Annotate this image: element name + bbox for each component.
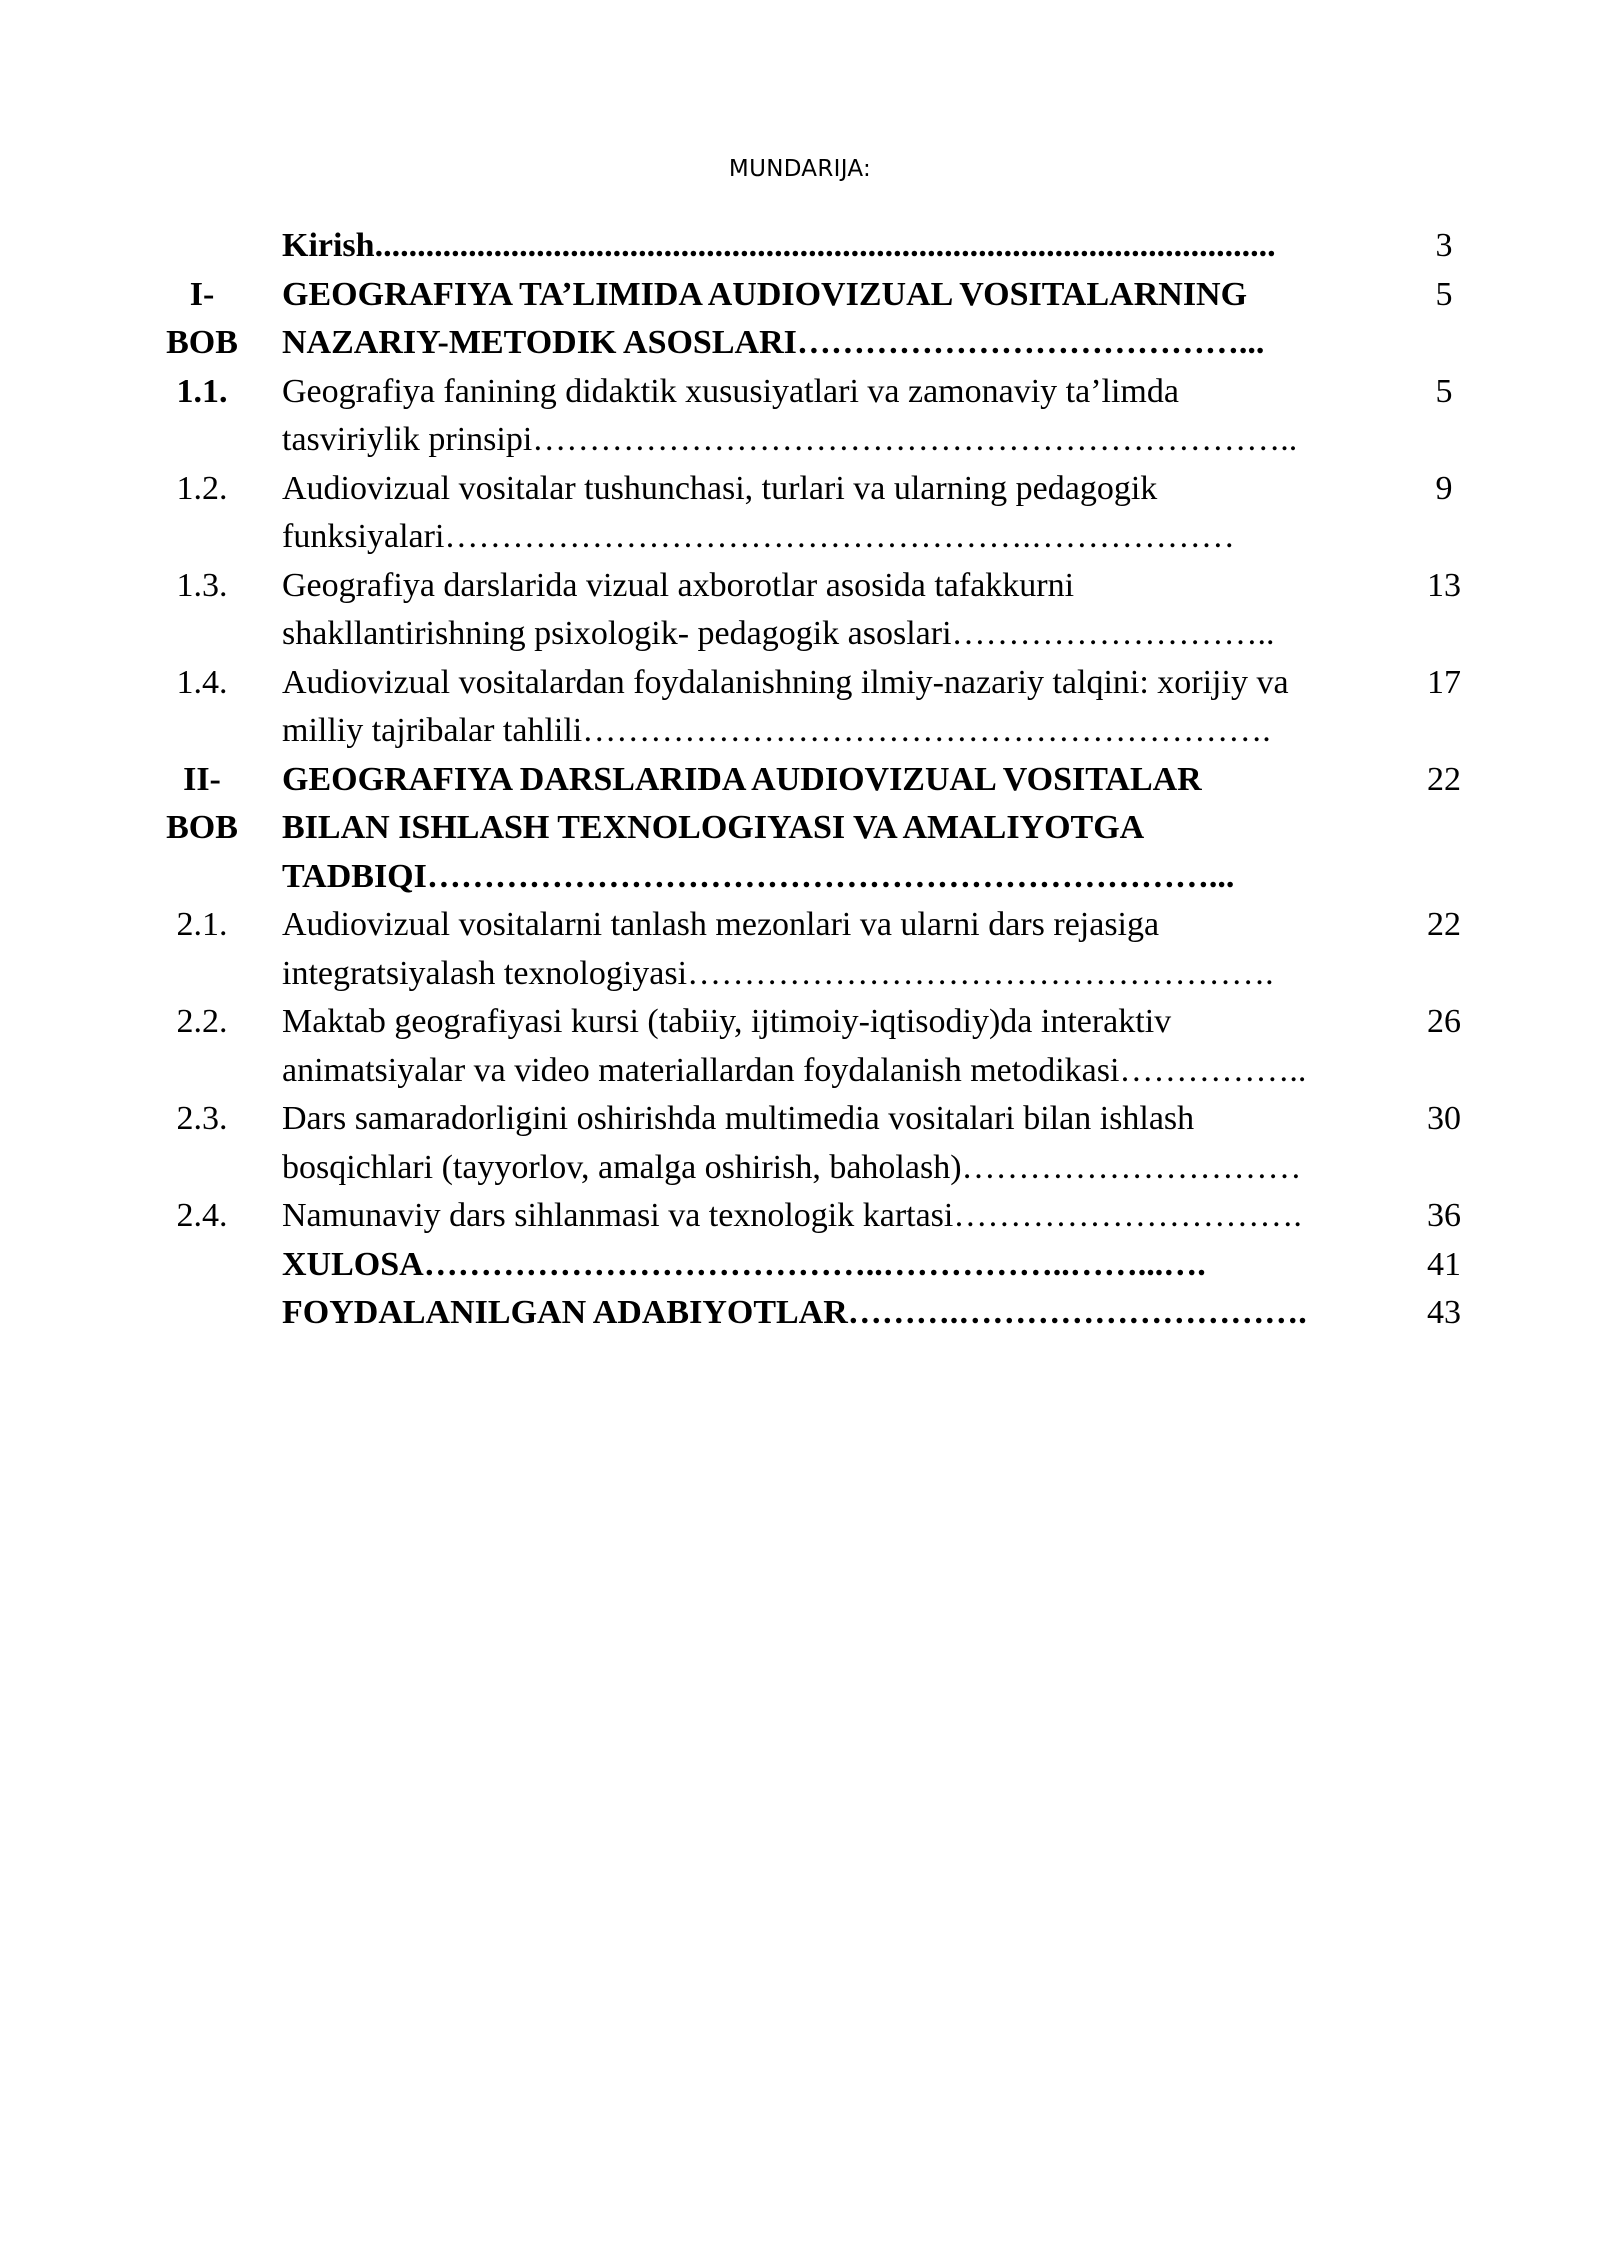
toc-entry-page: 13 xyxy=(1427,566,1461,604)
toc-entry-number: 1.2. xyxy=(176,469,228,507)
toc-title: MUNDARIJA: xyxy=(728,156,872,182)
toc-entry-conclusion xyxy=(150,1241,1500,1290)
toc-entry-1-4 xyxy=(150,659,1500,756)
toc-entry-page: 5 xyxy=(1435,275,1453,313)
toc-entry-number: 1.1. xyxy=(176,372,228,410)
toc-entry-title: Audiovizual vositalardan foydalanishning ilmiy-nazariy talqini: xorijiy va milliy tajribalar tahlili……………………………………………………. xyxy=(282,663,1289,749)
toc-entry-2-3 xyxy=(150,1095,1500,1192)
table-of-contents xyxy=(150,222,1500,1338)
toc-entry-2-2 xyxy=(150,998,1500,1095)
toc-entry-page: 5 xyxy=(1435,372,1453,410)
toc-entry-chapter-1 xyxy=(150,271,1500,368)
toc-entry-title: Kirish.......................................................................................................... xyxy=(282,227,1276,264)
toc-entry-title: XULOSA…………………………………..……………..……...…. xyxy=(282,1245,1206,1283)
toc-entry-title: Geografiya fanining didaktik xususiyatlari va zamonaviy ta’limda tasviriylik prinsipi………………………………………………………….. xyxy=(282,372,1298,458)
toc-entry-1-1 xyxy=(150,368,1500,465)
toc-entry-title: Audiovizual vositalar tushunchasi, turlari va ularning pedagogik funksiyalari…………………………………………….……………… xyxy=(282,469,1235,555)
toc-entry-title: Maktab geografiyasi kursi (tabiiy, ijtimoiy-iqtisodiy)da interaktiv animatsiyalar va video materiallardan foydalanish metodikasi…………….. xyxy=(282,1003,1307,1089)
toc-entry-1-2 xyxy=(150,465,1500,562)
toc-entry-page: 43 xyxy=(1427,1294,1461,1331)
toc-entry-title: Dars samaradorligini oshirishda multimedia vositalari bilan ishlash bosqichlari (tayyorlov, amalga oshirish, baholash)………………………… xyxy=(282,1100,1302,1186)
toc-entry-page: 41 xyxy=(1427,1245,1461,1283)
toc-entry-references xyxy=(150,1289,1500,1338)
toc-entry-title: Geografiya darslarida vizual axborotlar asosida tafakkurni shakllantirishning psixologik- pedagogik asoslari……………………….. xyxy=(282,566,1275,652)
toc-entry-1-3 xyxy=(150,562,1500,659)
toc-entry-number: 1.4. xyxy=(176,663,228,701)
toc-entry-2-4 xyxy=(150,1192,1500,1241)
toc-entry-intro xyxy=(150,222,1500,271)
toc-entry-2-1 xyxy=(150,901,1500,998)
toc-entry-number: I- BOB xyxy=(166,275,238,361)
toc-entry-title: GEOGRAFIYA DARSLARIDA AUDIOVIZUAL VOSITALAR BILAN ISHLASH TEXNOLOGIYASI VA AMALIYOTGA TADBIQI……………………………………………………………... xyxy=(282,760,1235,895)
toc-entry-page: 36 xyxy=(1427,1197,1461,1234)
toc-entry-title: FOYDALANILGAN ADABIYOTLAR……….…………………………. xyxy=(282,1294,1307,1331)
toc-entry-page: 22 xyxy=(1427,906,1461,943)
toc-entry-page: 9 xyxy=(1435,469,1453,507)
toc-entry-page: 26 xyxy=(1427,1003,1461,1040)
toc-entry-number: 2.3. xyxy=(176,1100,228,1137)
toc-entry-page: 30 xyxy=(1427,1100,1461,1137)
toc-entry-title: Namunaviy dars sihlanmasi va texnologik kartasi…………………………. xyxy=(282,1197,1302,1234)
toc-entry-number: 2.4. xyxy=(176,1197,228,1234)
toc-entry-page: 17 xyxy=(1427,663,1461,701)
toc-entry-number: 2.2. xyxy=(176,1003,228,1040)
toc-entry-number: 2.1. xyxy=(176,906,228,943)
toc-entry-page: 22 xyxy=(1427,760,1461,798)
toc-entry-number: 1.3. xyxy=(176,566,228,604)
toc-entry-page: 3 xyxy=(1435,227,1453,264)
toc-entry-title: GEOGRAFIYA TA’LIMIDA AUDIOVIZUAL VOSITALARNING NAZARIY-METODIK ASOSLARI…………………………………... xyxy=(282,275,1265,361)
toc-entry-chapter-2 xyxy=(150,756,1500,902)
toc-entry-title: Audiovizual vositalarni tanlash mezonlari va ularni dars rejasiga integratsiyalash texnologiyasi……………………………………………. xyxy=(282,906,1274,992)
toc-entry-number: II- BOB xyxy=(166,760,238,846)
